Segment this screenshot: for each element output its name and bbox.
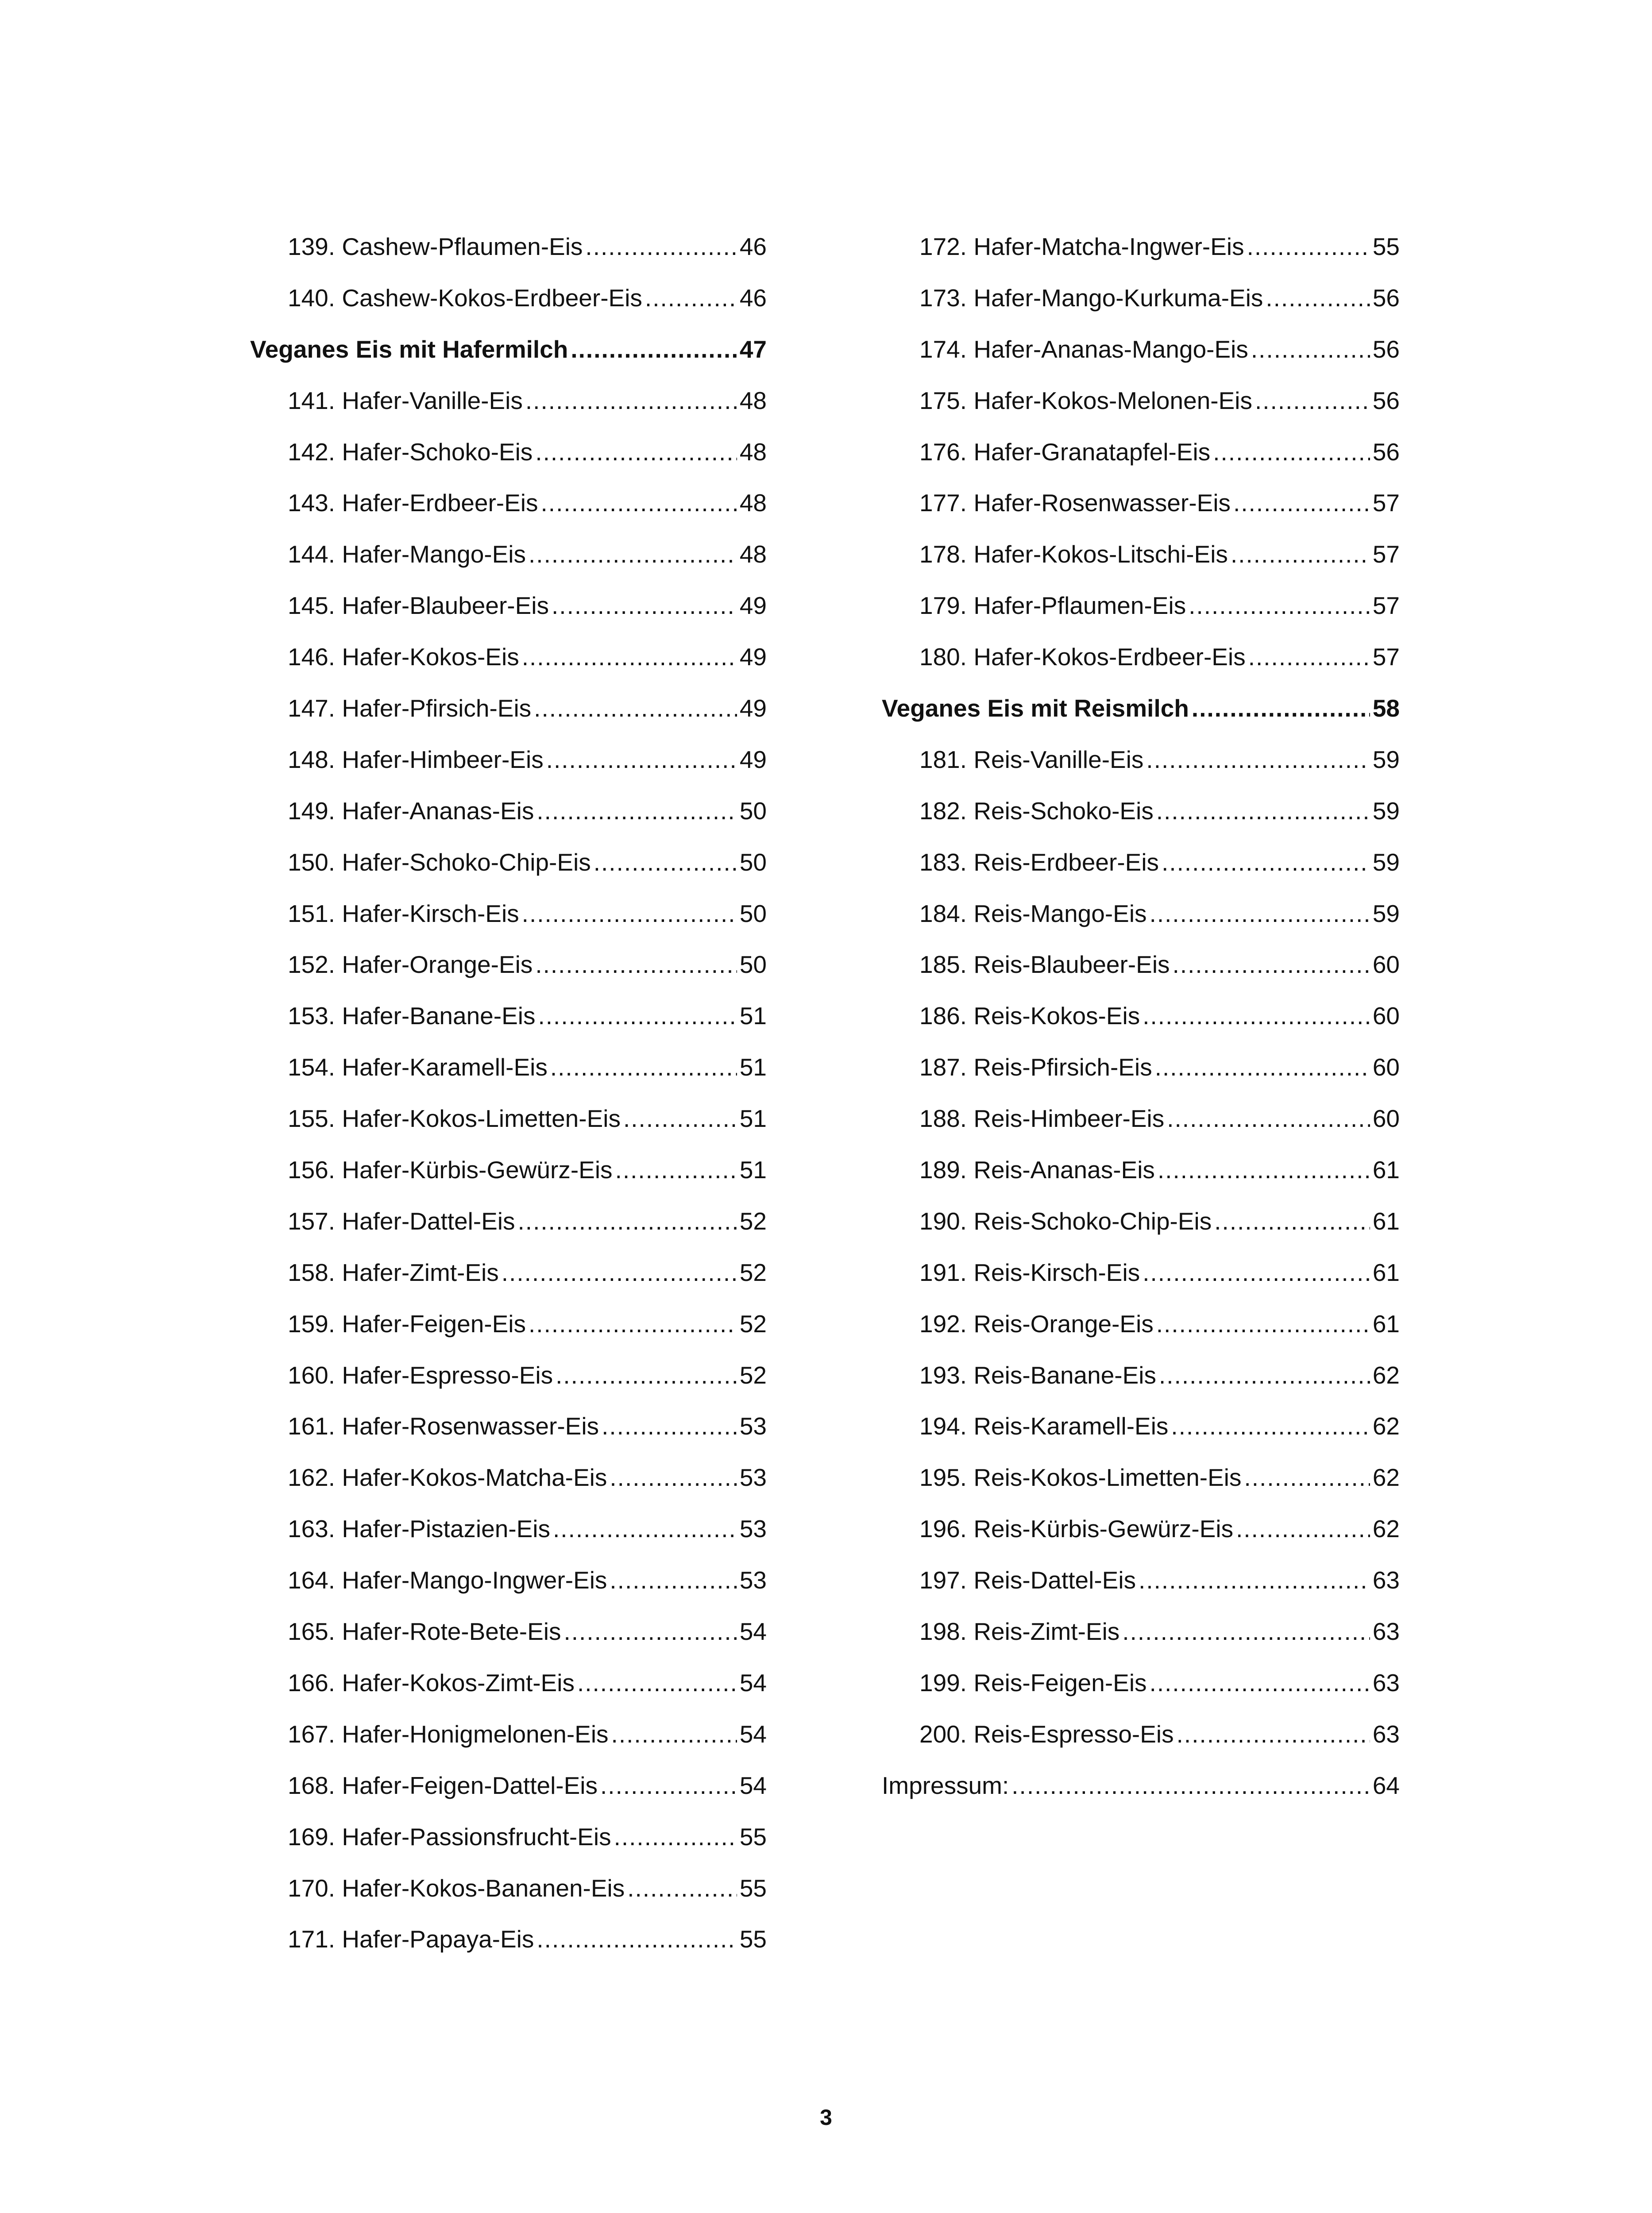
toc-entry[interactable] xyxy=(250,748,767,799)
dot-leader xyxy=(610,1568,737,1592)
toc-entry-page-number: 53 xyxy=(739,1568,767,1594)
toc-entry-label: 139. Cashew-Pflaumen-Eis xyxy=(288,235,583,260)
toc-entry-page-number: 59 xyxy=(1372,901,1400,927)
dot-leader xyxy=(1146,748,1370,772)
toc-entry-page-number: 46 xyxy=(739,235,767,260)
toc-entry[interactable] xyxy=(882,748,1400,799)
toc-entry-page-number: 62 xyxy=(1372,1465,1400,1492)
toc-entry-page-number: 55 xyxy=(739,1876,767,1902)
dot-leader xyxy=(550,1055,737,1080)
toc-entry-page-number: 59 xyxy=(1372,850,1400,876)
dot-leader xyxy=(1162,850,1370,875)
toc-entry[interactable] xyxy=(250,1261,767,1312)
toc-entry[interactable] xyxy=(250,1465,767,1517)
dot-leader xyxy=(1255,389,1370,413)
toc-entry-page-number: 55 xyxy=(739,1824,767,1851)
toc-entry[interactable] xyxy=(250,286,767,337)
toc-entry-page-number: 58 xyxy=(1372,696,1400,722)
toc-entry-label: Impressum: xyxy=(882,1773,1009,1799)
toc-entry-label: 183. Reis-Erdbeer-Eis xyxy=(919,850,1159,876)
toc-entry-page-number: 55 xyxy=(1372,235,1400,260)
toc-entry[interactable] xyxy=(882,389,1400,440)
toc-entry[interactable] xyxy=(882,235,1400,286)
toc-entry-page-number: 63 xyxy=(1372,1619,1400,1646)
dot-leader xyxy=(1233,491,1370,515)
dot-leader xyxy=(535,440,737,464)
dot-leader xyxy=(1150,902,1370,926)
dot-leader xyxy=(1247,235,1370,259)
toc-entry-page-number: 60 xyxy=(1372,1004,1400,1030)
toc-entry[interactable] xyxy=(250,1414,767,1465)
toc-entry-page-number: 50 xyxy=(739,952,767,979)
toc-entry[interactable] xyxy=(882,542,1400,594)
dot-leader xyxy=(614,1825,737,1849)
toc-entry-label: Veganes Eis mit Hafermilch xyxy=(250,337,568,363)
toc-entry-page-number: 48 xyxy=(739,388,767,414)
toc-entry-label: 180. Hafer-Kokos-Erdbeer-Eis xyxy=(919,645,1246,671)
toc-entry[interactable] xyxy=(250,1004,767,1055)
toc-entry-label: 182. Reis-Schoko-Eis xyxy=(919,798,1154,825)
toc-entry[interactable] xyxy=(882,491,1400,542)
toc-section-heading[interactable] xyxy=(250,337,767,389)
toc-entry[interactable] xyxy=(250,799,767,850)
toc-entry-label: 198. Reis-Zimt-Eis xyxy=(919,1619,1120,1646)
toc-entry[interactable] xyxy=(250,902,767,953)
dot-leader xyxy=(538,1004,737,1028)
dot-leader xyxy=(1122,1619,1370,1644)
dot-leader xyxy=(571,337,737,362)
toc-entry[interactable] xyxy=(882,1671,1400,1722)
toc-entry-label: 141. Hafer-Vanille-Eis xyxy=(288,388,523,414)
toc-entry-page-number: 57 xyxy=(1372,491,1400,517)
toc-entry[interactable] xyxy=(250,1619,767,1671)
toc-entry-label: 167. Hafer-Honigmelonen-Eis xyxy=(288,1722,609,1748)
toc-entry-page-number: 51 xyxy=(739,1004,767,1030)
toc-entry-label: 146. Hafer-Kokos-Eis xyxy=(288,645,519,671)
toc-entry-page-number: 61 xyxy=(1372,1260,1400,1286)
dot-leader xyxy=(546,748,737,772)
toc-entry-label: 149. Hafer-Ananas-Eis xyxy=(288,798,534,825)
toc-entry[interactable] xyxy=(250,1876,767,1928)
toc-column-left xyxy=(250,235,767,1978)
toc-entry-page-number: 62 xyxy=(1372,1414,1400,1440)
toc-entry-label: Veganes Eis mit Reismilch xyxy=(882,696,1189,722)
dot-leader xyxy=(1231,542,1370,567)
toc-entry[interactable] xyxy=(882,1261,1400,1312)
toc-entry[interactable] xyxy=(882,902,1400,953)
toc-entry-label: 171. Hafer-Papaya-Eis xyxy=(288,1927,534,1953)
dot-leader xyxy=(522,645,737,669)
toc-entry-page-number: 48 xyxy=(739,440,767,466)
dot-leader xyxy=(552,594,737,618)
toc-entry-label: 169. Hafer-Passionsfrucht-Eis xyxy=(288,1824,611,1851)
toc-entry[interactable] xyxy=(882,952,1400,1004)
toc-entry[interactable] xyxy=(882,440,1400,491)
toc-entry-label: 188. Reis-Himbeer-Eis xyxy=(919,1106,1165,1133)
dot-leader xyxy=(529,542,737,567)
toc-section-heading[interactable] xyxy=(882,696,1400,748)
dot-leader xyxy=(1244,1465,1370,1490)
dot-leader xyxy=(577,1671,737,1695)
toc-entry[interactable] xyxy=(882,1209,1400,1261)
toc-entry-page-number: 49 xyxy=(739,594,767,620)
toc-entry-page-number: 57 xyxy=(1372,594,1400,620)
toc-entry-page-number: 53 xyxy=(739,1414,767,1440)
dot-leader xyxy=(623,1106,737,1131)
toc-entry[interactable] xyxy=(250,1927,767,1978)
toc-entry[interactable] xyxy=(250,1312,767,1363)
toc-entry-label: 190. Reis-Schoko-Chip-Eis xyxy=(919,1209,1212,1235)
toc-entry[interactable] xyxy=(882,1722,1400,1773)
toc-entry-label: 159. Hafer-Feigen-Eis xyxy=(288,1311,526,1338)
toc-entry-label: 140. Cashew-Kokos-Erdbeer-Eis xyxy=(288,285,642,312)
dot-leader xyxy=(1251,337,1370,362)
toc-entry-page-number: 51 xyxy=(739,1055,767,1081)
toc-entry-page-number: 62 xyxy=(1372,1363,1400,1389)
toc-entry-label: 155. Hafer-Kokos-Limetten-Eis xyxy=(288,1106,621,1133)
toc-entry-page-number: 49 xyxy=(739,645,767,671)
dot-leader xyxy=(518,1209,737,1234)
dot-leader xyxy=(1158,1158,1370,1182)
toc-entry-page-number: 48 xyxy=(739,542,767,568)
dot-leader xyxy=(602,1414,737,1438)
toc-entry[interactable] xyxy=(882,1004,1400,1055)
dot-leader xyxy=(1236,1517,1370,1541)
toc-entry-label: 152. Hafer-Orange-Eis xyxy=(288,952,533,979)
toc-entry-label: 160. Hafer-Espresso-Eis xyxy=(288,1363,553,1389)
toc-entry-label: 151. Hafer-Kirsch-Eis xyxy=(288,901,519,927)
toc-entry-page-number: 54 xyxy=(739,1619,767,1646)
toc-entry[interactable] xyxy=(250,1722,767,1773)
toc-entry-label: 194. Reis-Karamell-Eis xyxy=(919,1414,1169,1440)
toc-entry-page-number: 60 xyxy=(1372,1106,1400,1133)
toc-entry-page-number: 56 xyxy=(1372,337,1400,363)
toc-entry-label: 174. Hafer-Ananas-Mango-Eis xyxy=(919,337,1248,363)
toc-entry[interactable] xyxy=(250,1106,767,1158)
toc-entry-label: 176. Hafer-Granatapfel-Eis xyxy=(919,440,1211,466)
toc-entry-page-number: 48 xyxy=(739,491,767,517)
toc-entry[interactable] xyxy=(250,542,767,594)
dot-leader xyxy=(1167,1106,1370,1131)
toc-entry-page-number: 52 xyxy=(739,1260,767,1286)
toc-entry-label: 177. Hafer-Rosenwasser-Eis xyxy=(919,491,1231,517)
toc-entry[interactable] xyxy=(250,1363,767,1415)
toc-entry-label: 158. Hafer-Zimt-Eis xyxy=(288,1260,499,1286)
toc-entry-page-number: 56 xyxy=(1372,285,1400,312)
dot-leader xyxy=(1266,286,1370,310)
dot-leader xyxy=(645,286,737,310)
dot-leader xyxy=(541,491,737,515)
toc-entry-page-number: 46 xyxy=(739,285,767,312)
toc-entry-label: 161. Hafer-Rosenwasser-Eis xyxy=(288,1414,599,1440)
dot-leader xyxy=(537,1927,737,1951)
toc-entry[interactable] xyxy=(882,594,1400,645)
toc-entry-page-number: 57 xyxy=(1372,645,1400,671)
toc-entry[interactable] xyxy=(882,645,1400,696)
toc-entry-label: 144. Hafer-Mango-Eis xyxy=(288,542,526,568)
toc-entry-label: 157. Hafer-Dattel-Eis xyxy=(288,1209,515,1235)
toc-entry[interactable] xyxy=(882,1106,1400,1158)
toc-entry-page-number: 47 xyxy=(739,337,767,363)
toc-entry[interactable] xyxy=(250,1055,767,1106)
toc-entry[interactable] xyxy=(882,1312,1400,1363)
dot-leader xyxy=(1192,696,1370,721)
toc-entry-label: 145. Hafer-Blaubeer-Eis xyxy=(288,594,549,620)
toc-entry-page-number: 61 xyxy=(1372,1311,1400,1338)
toc-entry-page-number: 63 xyxy=(1372,1568,1400,1594)
toc-entry[interactable] xyxy=(250,389,767,440)
dot-leader xyxy=(600,1773,737,1798)
dot-leader xyxy=(1156,1312,1370,1336)
toc-entry-page-number: 54 xyxy=(739,1773,767,1799)
toc-entry-label: 195. Reis-Kokos-Limetten-Eis xyxy=(919,1465,1242,1492)
toc-entry-page-number: 56 xyxy=(1372,440,1400,466)
toc-entry-page-number: 62 xyxy=(1372,1517,1400,1543)
toc-entry-label: 184. Reis-Mango-Eis xyxy=(919,901,1147,927)
toc-entry-page-number: 50 xyxy=(739,850,767,876)
toc-entry-label: 175. Hafer-Kokos-Melonen-Eis xyxy=(919,388,1253,414)
toc-entry[interactable] xyxy=(250,1568,767,1619)
toc-entry-label: 192. Reis-Orange-Eis xyxy=(919,1311,1154,1338)
toc-entry-page-number: 64 xyxy=(1372,1773,1400,1799)
toc-entry[interactable] xyxy=(250,1671,767,1722)
dot-leader xyxy=(529,1312,737,1336)
toc-entry-label: 173. Hafer-Mango-Kurkuma-Eis xyxy=(919,285,1263,312)
toc-entry-label: 199. Reis-Feigen-Eis xyxy=(919,1670,1147,1696)
toc-entry-label: 170. Hafer-Kokos-Bananen-Eis xyxy=(288,1876,625,1902)
dot-leader xyxy=(564,1619,737,1644)
toc-entry-label: 191. Reis-Kirsch-Eis xyxy=(919,1260,1140,1286)
toc-entry-label: 166. Hafer-Kokos-Zimt-Eis xyxy=(288,1670,575,1696)
dot-leader xyxy=(1143,1261,1370,1285)
dot-leader xyxy=(1150,1671,1370,1695)
dot-leader xyxy=(1139,1568,1370,1592)
toc-entry-page-number: 51 xyxy=(739,1158,767,1184)
toc-entry-label: 168. Hafer-Feigen-Dattel-Eis xyxy=(288,1773,598,1799)
toc-entry-page-number: 52 xyxy=(739,1311,767,1338)
toc-entry-label: 164. Hafer-Mango-Ingwer-Eis xyxy=(288,1568,607,1594)
toc-entry-label: 154. Hafer-Karamell-Eis xyxy=(288,1055,548,1081)
dot-leader xyxy=(615,1158,737,1182)
toc-entry-page-number: 53 xyxy=(739,1517,767,1543)
toc-entry-label: 150. Hafer-Schoko-Chip-Eis xyxy=(288,850,591,876)
page-number: 3 xyxy=(820,2105,832,2130)
dot-leader xyxy=(1171,1414,1370,1438)
dot-leader xyxy=(1143,1004,1370,1028)
dot-leader xyxy=(1159,1363,1370,1388)
toc-entry-page-number: 50 xyxy=(739,798,767,825)
toc-entry-label: 142. Hafer-Schoko-Eis xyxy=(288,440,533,466)
toc-entry[interactable] xyxy=(882,1568,1400,1619)
toc-entry-label: 185. Reis-Blaubeer-Eis xyxy=(919,952,1170,979)
toc-entry-page-number: 63 xyxy=(1372,1722,1400,1748)
toc-entry[interactable] xyxy=(250,235,767,286)
dot-leader xyxy=(1189,594,1370,618)
toc-entry-page-number: 52 xyxy=(739,1363,767,1389)
dot-leader xyxy=(594,850,737,875)
toc-entry-page-number: 49 xyxy=(739,696,767,722)
toc-entry[interactable] xyxy=(882,1517,1400,1568)
toc-entry[interactable] xyxy=(882,1363,1400,1415)
dot-leader xyxy=(1214,1209,1370,1234)
dot-leader xyxy=(502,1261,737,1285)
toc-entry-label: 179. Hafer-Pflaumen-Eis xyxy=(919,594,1186,620)
dot-leader xyxy=(553,1517,737,1541)
dot-leader xyxy=(537,799,737,823)
toc-entry-page-number: 51 xyxy=(739,1106,767,1133)
toc-entry-label: 197. Reis-Dattel-Eis xyxy=(919,1568,1136,1594)
toc-entry-label: 193. Reis-Banane-Eis xyxy=(919,1363,1157,1389)
toc-entry[interactable] xyxy=(250,645,767,696)
toc-entry[interactable] xyxy=(882,1619,1400,1671)
toc-entry-label: 196. Reis-Kürbis-Gewürz-Eis xyxy=(919,1517,1234,1543)
dot-leader xyxy=(1213,440,1370,464)
toc-entry-label: 148. Hafer-Himbeer-Eis xyxy=(288,747,544,773)
toc-entry[interactable] xyxy=(250,1209,767,1261)
toc-entry-label: 178. Hafer-Kokos-Litschi-Eis xyxy=(919,542,1228,568)
toc-entry-page-number: 61 xyxy=(1372,1158,1400,1184)
toc-entry-label: 147. Hafer-Pfirsich-Eis xyxy=(288,696,532,722)
toc-entry-label: 153. Hafer-Banane-Eis xyxy=(288,1004,536,1030)
dot-leader xyxy=(1248,645,1370,669)
toc-entry[interactable] xyxy=(250,491,767,542)
toc-entry-page-number: 52 xyxy=(739,1209,767,1235)
toc-entry-label: 165. Hafer-Rote-Bete-Eis xyxy=(288,1619,561,1646)
toc-entry-page-number: 56 xyxy=(1372,388,1400,414)
toc-entry[interactable] xyxy=(882,1773,1400,1825)
toc-entry-page-number: 63 xyxy=(1372,1670,1400,1696)
toc-entry[interactable] xyxy=(250,594,767,645)
toc-entry[interactable] xyxy=(882,850,1400,902)
dot-leader xyxy=(1173,952,1370,977)
toc-entry[interactable] xyxy=(250,1825,767,1876)
toc-entry[interactable] xyxy=(882,337,1400,389)
dot-leader xyxy=(525,389,737,413)
dot-leader xyxy=(627,1876,737,1901)
dot-leader xyxy=(1156,799,1370,823)
dot-leader xyxy=(534,696,737,721)
toc-entry[interactable] xyxy=(250,850,767,902)
toc-entry-page-number: 60 xyxy=(1372,952,1400,979)
toc-entry-page-number: 54 xyxy=(739,1722,767,1748)
toc-entry-page-number: 57 xyxy=(1372,542,1400,568)
toc-entry[interactable] xyxy=(882,1465,1400,1517)
dot-leader xyxy=(556,1363,737,1388)
toc-entry-page-number: 53 xyxy=(739,1465,767,1492)
dot-leader xyxy=(1155,1055,1370,1080)
toc-column-right xyxy=(882,235,1400,1825)
dot-leader xyxy=(1177,1722,1370,1746)
dot-leader xyxy=(522,902,737,926)
toc-entry[interactable] xyxy=(250,696,767,748)
toc-entry[interactable] xyxy=(882,286,1400,337)
toc-entry-page-number: 59 xyxy=(1372,747,1400,773)
toc-entry-page-number: 55 xyxy=(739,1927,767,1953)
toc-entry-label: 187. Reis-Pfirsich-Eis xyxy=(919,1055,1152,1081)
toc-entry-page-number: 60 xyxy=(1372,1055,1400,1081)
toc-entry[interactable] xyxy=(882,799,1400,850)
toc-entry[interactable] xyxy=(250,1773,767,1825)
dot-leader xyxy=(610,1465,737,1490)
toc-entry-page-number: 61 xyxy=(1372,1209,1400,1235)
toc-entry[interactable] xyxy=(250,1517,767,1568)
toc-entry-label: 163. Hafer-Pistazien-Eis xyxy=(288,1517,551,1543)
toc-entry[interactable] xyxy=(250,952,767,1004)
dot-leader xyxy=(585,235,737,259)
toc-entry[interactable] xyxy=(882,1158,1400,1209)
toc-entry-label: 181. Reis-Vanille-Eis xyxy=(919,747,1144,773)
toc-entry-page-number: 49 xyxy=(739,747,767,773)
toc-entry-page-number: 50 xyxy=(739,901,767,927)
toc-entry-page-number: 59 xyxy=(1372,798,1400,825)
toc-entry-label: 189. Reis-Ananas-Eis xyxy=(919,1158,1155,1184)
toc-entry-label: 162. Hafer-Kokos-Matcha-Eis xyxy=(288,1465,607,1492)
toc-entry[interactable] xyxy=(250,440,767,491)
dot-leader xyxy=(611,1722,737,1746)
toc-entry-label: 172. Hafer-Matcha-Ingwer-Eis xyxy=(919,235,1244,260)
toc-entry[interactable] xyxy=(882,1414,1400,1465)
dot-leader xyxy=(1011,1773,1370,1798)
toc-entry-label: 143. Hafer-Erdbeer-Eis xyxy=(288,491,538,517)
toc-entry[interactable] xyxy=(882,1055,1400,1106)
dot-leader xyxy=(535,952,737,977)
toc-entry-label: 156. Hafer-Kürbis-Gewürz-Eis xyxy=(288,1158,613,1184)
toc-entry-label: 200. Reis-Espresso-Eis xyxy=(919,1722,1174,1748)
toc-entry[interactable] xyxy=(250,1158,767,1209)
toc-entry-page-number: 54 xyxy=(739,1670,767,1696)
toc-entry-label: 186. Reis-Kokos-Eis xyxy=(919,1004,1140,1030)
